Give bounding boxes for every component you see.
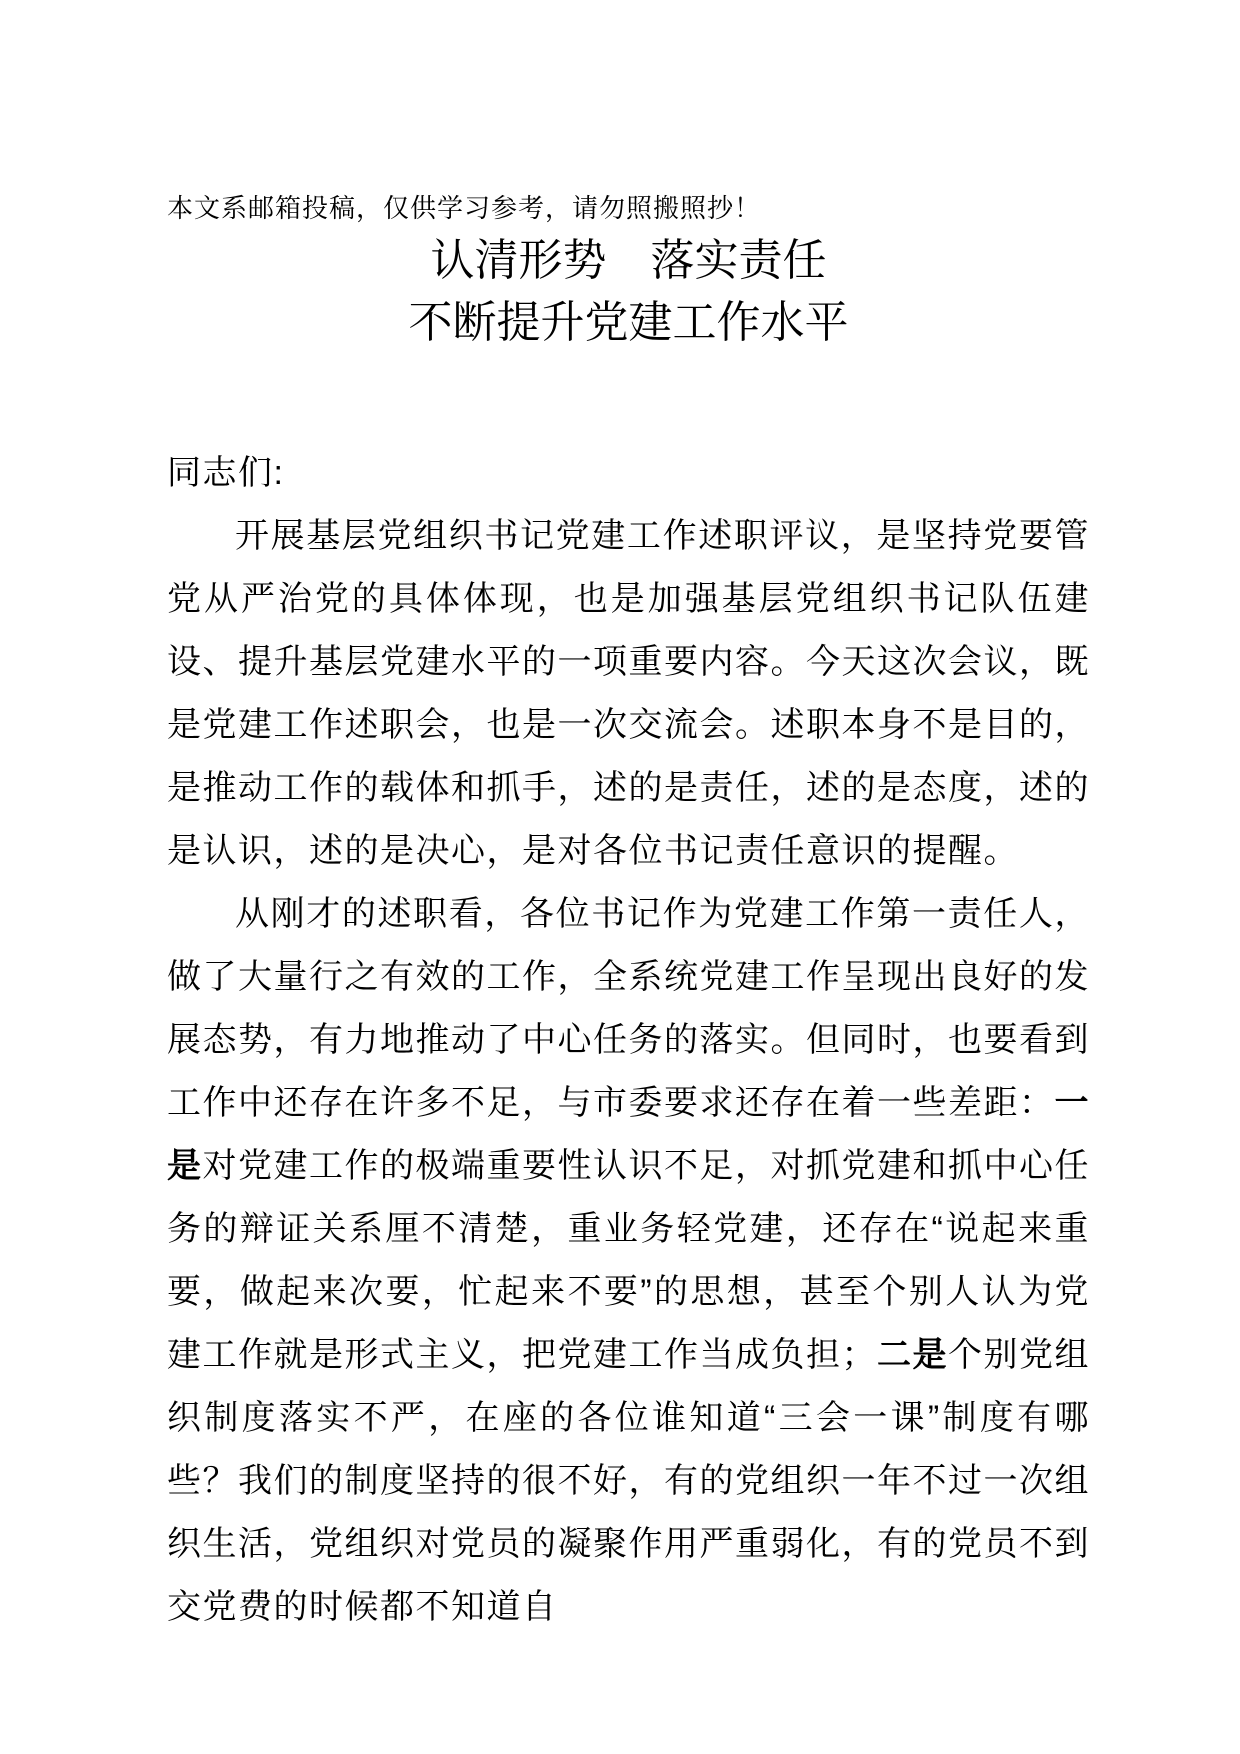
bold-text-run: 一是 (167, 1084, 1090, 1185)
text-run: 个别党组织制度落实不严，在座的各位谁知道“三会一课”制度有哪些？我们的制度坚持的很不好，有的党组织一年不过一次组织生活，党组织对党员的凝聚作用严重弱化，有的党员不到交党费的时候都不知道自 (167, 1336, 1090, 1626)
title-line-1: 认清形势 落实责任 (430, 236, 827, 285)
title-line-2: 不断提升党建工作水平 (408, 298, 849, 347)
disclaimer-note: 本文系邮箱投稿，仅供学习参考，请勿照搬照抄！ (167, 193, 762, 223)
salutation: 同志们: (167, 454, 285, 492)
text-run: 开展基层党组织书记党建工作述职评议，是坚持党要管党从严治党的具体体现，也是加强基层党组织书记队伍建设、提升基层党建水平的一项重要内容。今天这次会议，既是党建工作述职会，也是一次交流会。述职本身不是目的，是推动工作的载体和抓手，述的是责任，述的是态度，述的是认识，述的是决心，是对各位书记责任意识的提醒。 (167, 517, 1090, 870)
document-title (167, 230, 1090, 354)
text-run: 对党建工作的极端重要性认识不足，对抓党建和抓中心任务的辩证关系厘不清楚，重业务轻党建，还存在“说起来重要，做起来次要，忙起来不要”的思想，甚至个别人认为党建工作就是形式主义，把党建工作当成负担； (167, 1147, 1090, 1374)
document-body (167, 442, 1090, 1639)
body-paragraph (167, 505, 1090, 883)
body-paragraph (167, 883, 1090, 1639)
bold-text-run: 二是 (877, 1336, 948, 1374)
paragraph-container (167, 505, 1090, 1639)
text-run: 从刚才的述职看，各位书记作为党建工作第一责任人，做了大量行之有效的工作，全系统党建工作呈现出良好的发展态势，有力地推动了中心任务的落实。但同时，也要看到工作中还存在许多不足，与市委要求还存在着一些差距： (167, 895, 1090, 1122)
